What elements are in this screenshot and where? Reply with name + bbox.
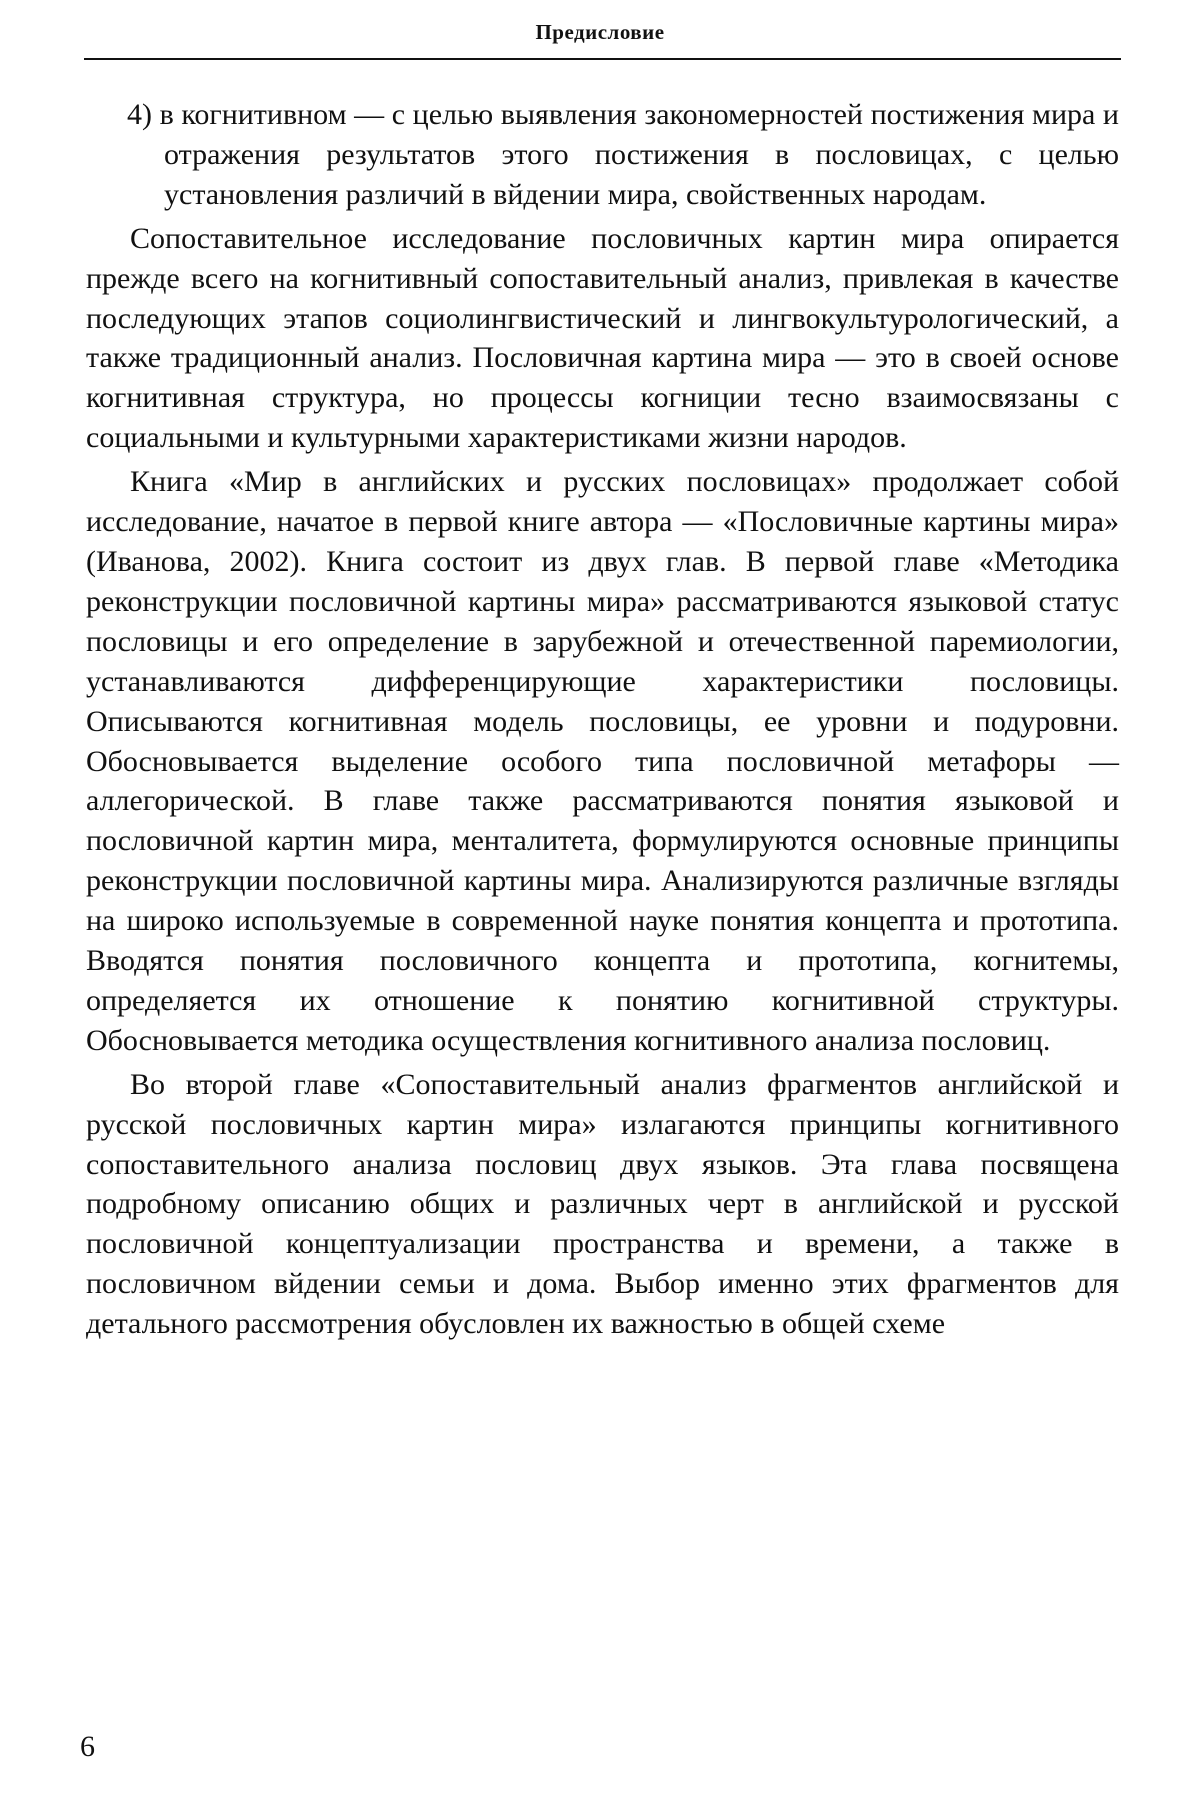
paragraph-3: Во второй главе «Сопоставительный анализ фрагментов английской и русской пословичных картин мира» излагаются принципы когнитивного сопоставительного анализа пословиц двух языков. Эта глава посвящена подробному описанию общих и различных черт в английской и русской пословичной концептуализации пространства и времени, а также в пословичном вйдении семьи и дома. Выбор именно этих фрагментов для детального рассмотрения обусловлен их важностью в общей схеме	[86, 1067, 1119, 1341]
paragraph-2: Книга «Мир в английских и русских пословицах» продолжает собой исследование, начатое в первой книге автора — «Пословичные картины мира» (Иванова, 2002). Книга состоит из двух глав. В первой главе «Методика реконструкции пословичной картины мира» рассматриваются языковой статус пословицы и его определение в зарубежной и отечественной паремиологии, устанавливаются дифференцирующие характеристики пословицы. Описываются когнитивная модель пословицы, ее уровни и подуровни. Обосновывается выделение особого типа пословичной метафоры — аллегорической. В главе также рассматриваются понятия языковой и пословичной картин мира, менталитета, формулируются основные принципы реконструкции пословичной картины мира. Анализируются различные взгляды на широко используемые в современной науке понятия концепта и прототипа. Вводятся понятия пословичного концепта и прототипа, когнитемы, определяется их отношение к понятию когнитивной структуры. Обосновывается методика осуществления когнитивного анализа пословиц.	[86, 465, 1119, 1057]
header-rule	[84, 58, 1121, 60]
running-title: Предисловие	[535, 20, 665, 44]
paragraph-1: Сопоставительное исследование пословичных картин мира опирается прежде всего на когнитивный сопоставительный анализ, привлекая в качестве последующих этапов социолингвистический и лингвокультурологический, а также традиционный анализ. Пословичная картина мира — это в своей основе когнитивная структура, но процессы когниции тесно взаимосвязаны с социальными и культурными характеристиками жизни народов.	[86, 221, 1119, 455]
page-number: 6	[80, 1730, 95, 1763]
body-text	[86, 95, 1119, 1344]
list-item: 4) в когнитивном — с целью выявления закономерностей постижения мира и отражения результатов этого постижения в пословицах, с целью установления различий в вйдении мира, свойственных народам.	[127, 98, 1119, 211]
